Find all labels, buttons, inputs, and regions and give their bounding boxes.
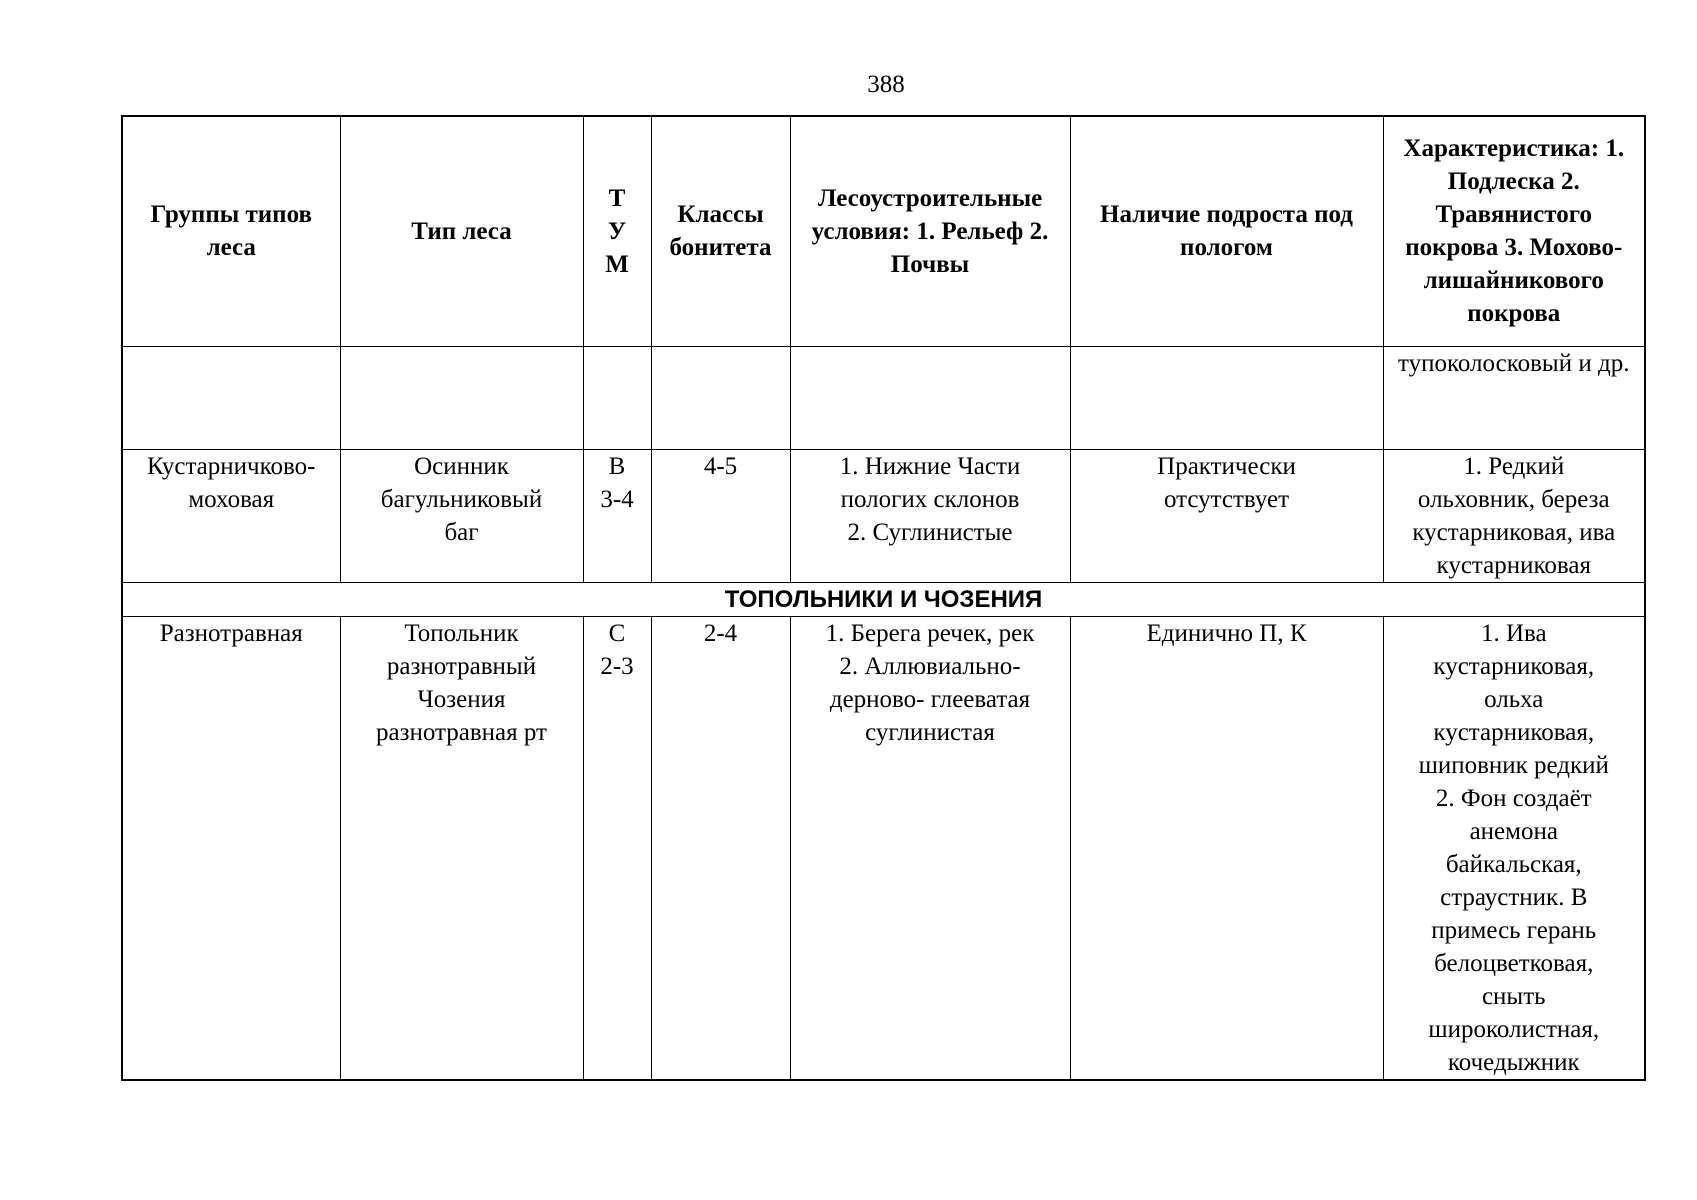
cell-characteristics: 1. Ива кустарниковая, ольха кустарниковая, шиповник редкий 2. Фон создаёт анемона байкальская, страустник. В примесь герань белоцветковая, сныть широколистная, кочедыжник [1383, 616, 1645, 1080]
cell-bonitet: 2-4 [651, 616, 790, 1080]
section-title: ТОПОЛЬНИКИ И ЧОЗЕНИЯ [122, 582, 1645, 616]
cell-forest-type: Осинник багульниковый баг [340, 449, 583, 582]
table-row [122, 449, 1645, 582]
page-number: 388 [867, 71, 905, 98]
cell-empty [790, 346, 1070, 449]
cell-group: Кустарничково- моховая [122, 449, 340, 582]
header-tum: Т У М [583, 116, 651, 346]
header-group: Группы типов леса [122, 116, 340, 346]
cell-conditions: 1. Нижние Части пологих склонов 2. Суглинистые [790, 449, 1070, 582]
cell-empty [583, 346, 651, 449]
cell-undergrowth: Практически отсутствует [1070, 449, 1383, 582]
table-row [122, 616, 1645, 1080]
cell-empty [340, 346, 583, 449]
cell-undergrowth: Единично П, К [1070, 616, 1383, 1080]
header-forest-type: Тип леса [340, 116, 583, 346]
table-row [122, 346, 1645, 449]
cell-tum: В 3-4 [583, 449, 651, 582]
cell-characteristics: 1. Редкий ольховник, береза кустарниковая, ива кустарниковая [1383, 449, 1645, 582]
cell-bonitet: 4-5 [651, 449, 790, 582]
cell-empty [1070, 346, 1383, 449]
forest-types-table [121, 115, 1646, 1081]
cell-conditions: 1. Берега речек, рек 2. Аллювиально- дерново- глееватая суглинистая [790, 616, 1070, 1080]
header-undergrowth: Наличие подроста под пологом [1070, 116, 1383, 346]
header-row [122, 116, 1645, 346]
cell-forest-type: Топольник разнотравный Чозения разнотравная рт [340, 616, 583, 1080]
cell-tum: С 2-3 [583, 616, 651, 1080]
cell-empty [122, 346, 340, 449]
header-characteristics: Характеристика: 1. Подлеска 2. Травянистого покрова 3. Мохово-лишайникового покрова [1383, 116, 1645, 346]
header-conditions: Лесоустроительные условия: 1. Рельеф 2. Почвы [790, 116, 1070, 346]
cell-empty [651, 346, 790, 449]
section-row [122, 582, 1645, 616]
header-bonitet: Классы бонитета [651, 116, 790, 346]
cell-characteristics: тупоколосковый и др. [1383, 346, 1645, 449]
cell-group: Разнотравная [122, 616, 340, 1080]
